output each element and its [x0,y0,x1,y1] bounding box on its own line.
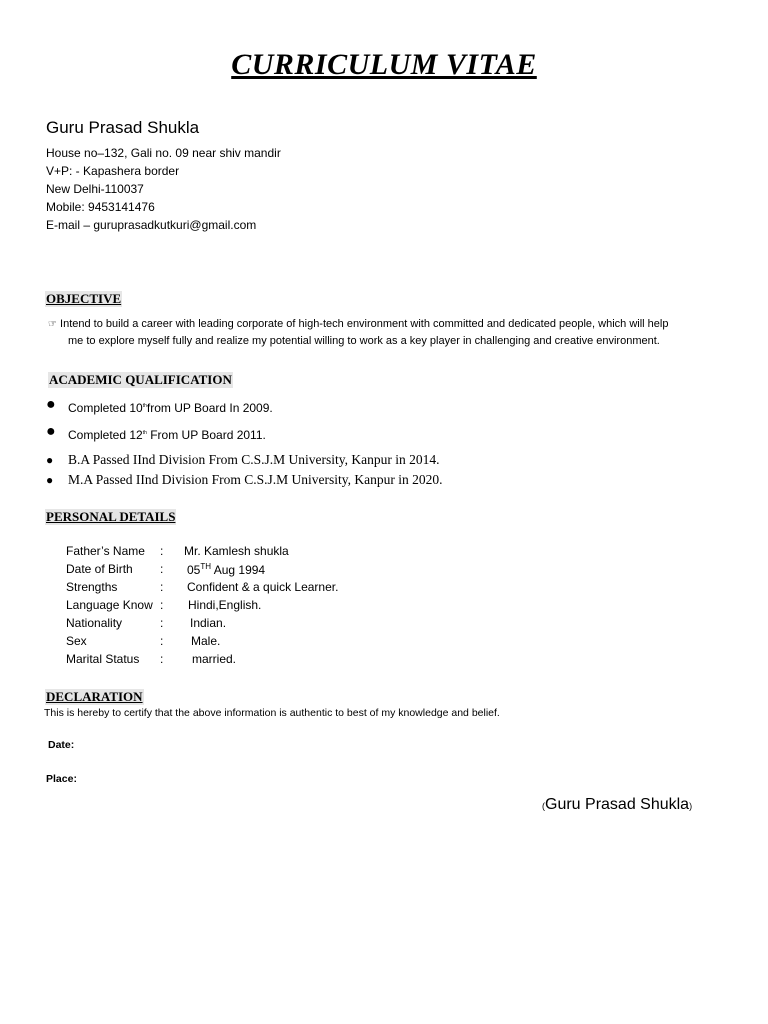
address-city: New Delhi-110037 [46,182,144,196]
address-line-1: House no–132, Gali no. 09 near shiv mandir [46,146,281,160]
list-item: ● Completed 12th From UP Board 2011. [46,423,266,442]
place-label: Place: [46,773,77,785]
table-row: Strengths : Confident & a quick Learner. [66,580,339,594]
bullet-icon: ● [46,473,54,487]
declaration-text: This is hereby to certify that the above information is authentic to best of my knowledge and belief. [44,707,500,719]
objective-text [48,316,738,349]
email-address: E-mail – guruprasadkutkuri@gmail.com [46,218,257,232]
objective-line-2: me to explore myself fully and realize my potential willing to work as a key player in challenging and creative environment. [68,335,660,347]
bullet-icon: ● [46,453,54,467]
list-item: ● M.A Passed IInd Division From C.S.J.M University, Kanpur in 2020. [46,470,443,490]
signature-name: (Guru Prasad Shukla) [542,796,693,813]
table-row: Father’s Name : Mr. Kamlesh shukla [66,544,289,558]
academic-list [46,396,443,490]
bullet-icon: ● [46,423,56,440]
list-item: ● B.A Passed IInd Division From C.S.J.M University, Kanpur in 2014. [46,450,443,470]
date-label: Date: [48,739,75,751]
table-row: Language Know : Hindi,English. [66,598,262,612]
personal-details-table [62,542,338,668]
personal-details-heading: PERSONAL DETAILS [46,509,176,524]
mobile-number: Mobile: 9453141476 [46,200,155,214]
declaration-heading: DECLARATION [46,689,143,704]
table-row: Sex : Male. [66,634,221,648]
pointing-hand-icon: ☞ [48,319,57,330]
objective-line-1: Intend to build a career with leading corporate of high-tech environment with committed and dedicated people, which will help [60,318,669,330]
objective-heading: OBJECTIVE [46,291,122,306]
list-item: ● Completed 10thfrom UP Board In 2009. [46,396,273,415]
table-row: Date of Birth : 05TH Aug 1994 [66,561,266,577]
candidate-name: Guru Prasad Shukla [46,118,200,137]
table-row: Nationality : Indian. [66,616,227,630]
contact-block [46,144,281,234]
bullet-icon: ● [46,396,56,413]
address-line-2: V+P: - Kapashera border [46,164,180,178]
table-row: Marital Status : married. [66,652,237,666]
academic-heading: ACADEMIC QUALIFICATION [49,372,232,387]
document-title: CURRICULUM VITAE [231,48,537,81]
